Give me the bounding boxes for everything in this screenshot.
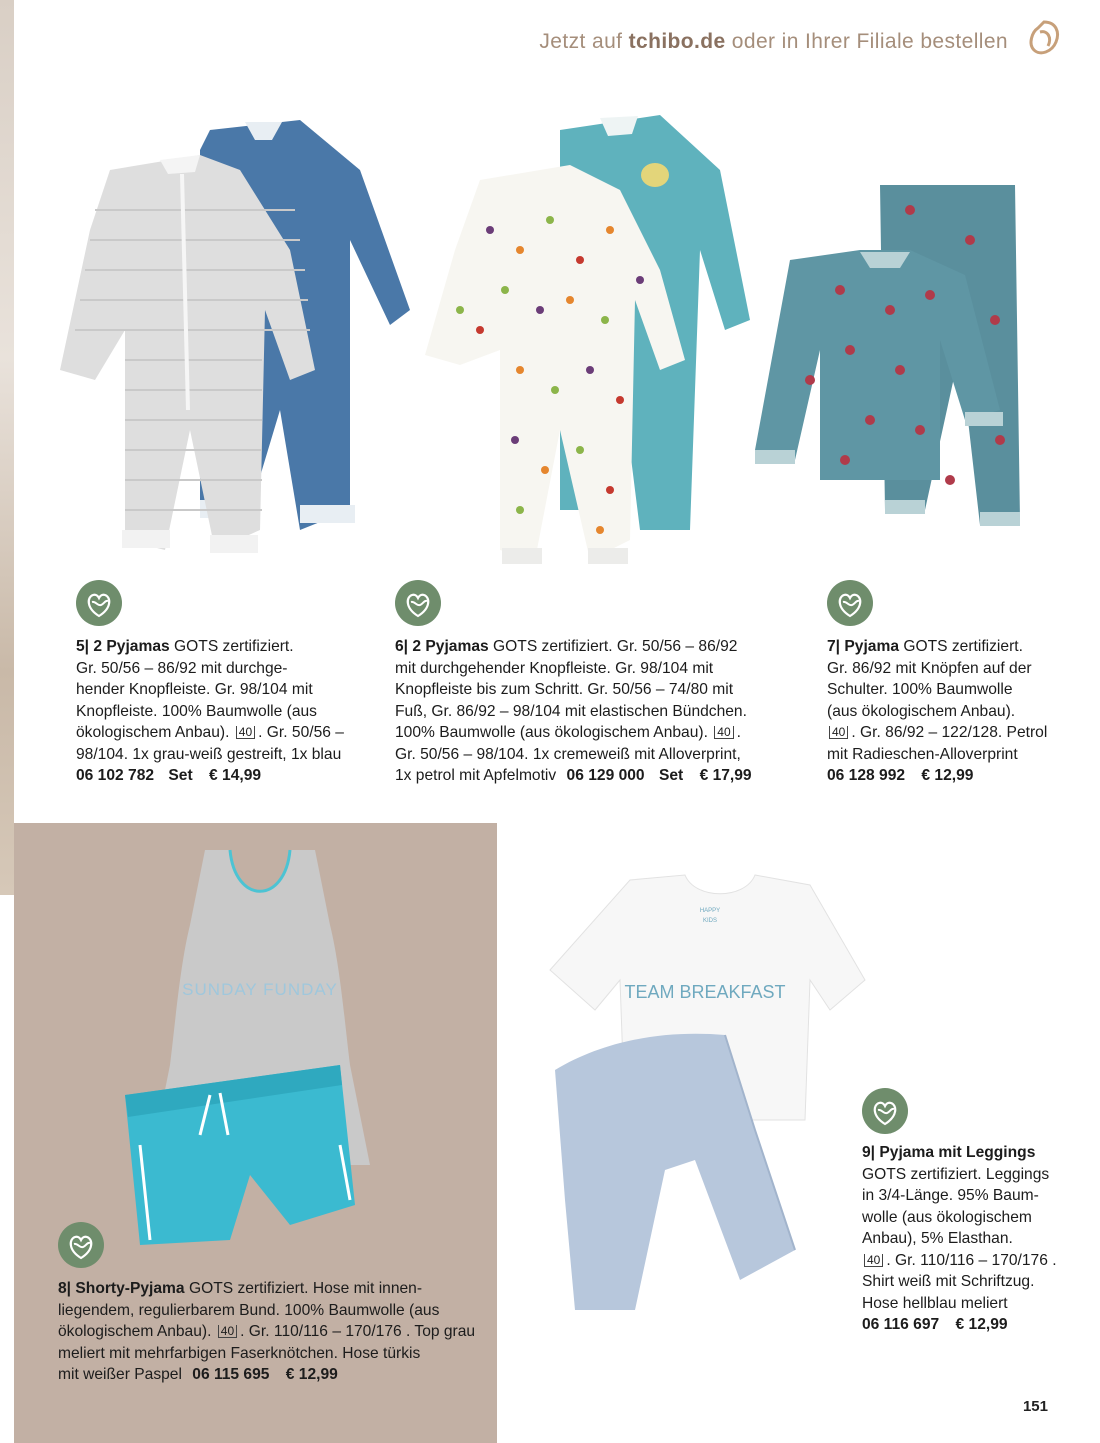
product-text: mit durchgehender Knopfleiste. Gr. 98/104 mit xyxy=(395,659,714,677)
page-number: 151 xyxy=(1022,1398,1048,1415)
price: € 12,99 xyxy=(955,1316,1008,1333)
article-number: 06 115 695 xyxy=(192,1366,270,1383)
product-9-photo-pyjama-leggings xyxy=(545,870,875,1320)
product-text: mit Radieschen-Alloverprint xyxy=(827,745,1018,763)
product-text: GOTS zertifiziert. Leggings xyxy=(862,1165,1050,1183)
product-text: in 3/4-Länge. 95% Baum- xyxy=(862,1187,1039,1204)
tshirt-print: TEAM BREAKFAST xyxy=(624,982,786,1002)
product-text: Shirt weiß mit Schriftzug. xyxy=(862,1273,1035,1290)
product-text: Gr. 50/56 – 98/104. 1x cremeweiß mit Alloverprint, xyxy=(395,745,741,763)
product-text: ökologischem Anbau). xyxy=(58,1323,212,1340)
article-number: 06 129 000 xyxy=(566,767,645,784)
product-text: Schulter. 100% Baumwolle xyxy=(827,681,1013,698)
product-text: . xyxy=(736,724,741,741)
product-title: Pyjama mit Leggings xyxy=(879,1144,1036,1161)
wash-40-icon: 40 xyxy=(236,726,255,739)
page-header xyxy=(539,30,1008,54)
product-text: Knopfleiste bis zum Schritt. Gr. 50/56 – 74/80 mit xyxy=(395,681,734,698)
product-text: GOTS zertifiziert. xyxy=(174,638,294,655)
product-text: . Gr. 50/56 – xyxy=(258,724,344,741)
product-5-photo-rompers xyxy=(50,110,420,570)
globe-heart-icon xyxy=(827,580,873,626)
wash-40-icon: 40 xyxy=(218,1325,237,1338)
product-number: 5| xyxy=(76,638,90,655)
product-number: 6| xyxy=(395,638,409,655)
product-text: . Gr. 110/116 – 170/176 . xyxy=(886,1251,1057,1269)
product-text: (aus ökologischem Anbau). xyxy=(827,702,1016,720)
price: € 12,99 xyxy=(285,1366,338,1383)
article-number: 06 116 697 xyxy=(862,1316,940,1333)
product-text: 1x petrol mit Apfelmotiv xyxy=(395,767,557,784)
product-title: 2 Pyjamas xyxy=(412,638,489,655)
product-text: Hose hellblau meliert xyxy=(862,1294,1008,1312)
product-title: 2 Pyjamas xyxy=(93,638,170,655)
globe-heart-icon xyxy=(395,580,441,626)
product-text: GOTS zertifiziert. xyxy=(903,638,1023,655)
product-number: 8| xyxy=(58,1280,72,1297)
product-text: Fuß, Gr. 86/92 – 98/104 mit elastischen Bündchen. xyxy=(395,702,747,720)
product-number: 7| xyxy=(827,638,841,655)
globe-heart-icon xyxy=(58,1222,104,1268)
globe-heart-icon xyxy=(862,1088,908,1134)
product-text: Anbau), 5% Elasthan. xyxy=(862,1230,1013,1247)
header-site-link[interactable]: tchibo.de xyxy=(628,30,726,53)
globe-heart-icon xyxy=(76,580,122,626)
article-number: 06 128 992 xyxy=(827,767,906,784)
set-label: Set xyxy=(168,767,193,784)
page-margin xyxy=(0,895,14,1443)
header-prefix: Jetzt auf xyxy=(539,30,629,53)
product-text: ökologischem Anbau). xyxy=(76,724,230,741)
product-text: Knopfleiste. 100% Baumwolle (aus xyxy=(76,702,317,720)
product-title: Pyjama xyxy=(844,638,900,655)
product-text: 100% Baumwolle (aus ökologischem Anbau). xyxy=(395,724,708,741)
product-text: Gr. 50/56 – 86/92 mit durchge- xyxy=(76,659,288,677)
tchibo-bean-logo-icon xyxy=(1026,18,1062,58)
product-text: meliert mit mehrfarbigen Faserknötchen. Hose türkis xyxy=(58,1344,421,1362)
tank-top-print: SUNDAY FUNDAY xyxy=(182,980,338,999)
adjacent-page-edge xyxy=(0,0,14,895)
product-number: 9| xyxy=(862,1144,876,1161)
set-label: Set xyxy=(658,767,684,784)
product-text: GOTS zertifiziert. Hose mit innen- xyxy=(188,1280,423,1297)
product-7-description xyxy=(827,636,1077,787)
product-text: Gr. 86/92 mit Knöpfen auf der xyxy=(827,659,1032,677)
header-suffix: oder in Ihrer Filiale bestellen xyxy=(725,30,1008,53)
wash-40-icon: 40 xyxy=(714,726,733,739)
product-6-photo-rompers xyxy=(420,110,750,570)
product-7-photo-pyjama xyxy=(750,180,1025,530)
price: € 17,99 xyxy=(699,767,752,784)
product-text: liegendem, regulierbarem Bund. 100% Baumwolle (aus xyxy=(58,1301,440,1319)
product-text: 98/104. 1x grau-weiß gestreift, 1x blau xyxy=(76,745,342,763)
price: € 12,99 xyxy=(921,767,974,784)
product-text: . Gr. 86/92 – 122/128. Petrol xyxy=(851,724,1048,741)
product-text: . Gr. 110/116 – 170/176 . Top grau xyxy=(240,1323,476,1340)
tshirt-print-small-2: KIDS xyxy=(702,918,718,924)
product-9-description xyxy=(862,1142,1077,1336)
product-text: mit weißer Paspel xyxy=(58,1366,182,1383)
product-text: hender Knopfleiste. Gr. 98/104 mit xyxy=(76,681,313,698)
product-title: Shorty-Pyjama xyxy=(75,1280,185,1297)
article-number: 06 102 782 xyxy=(76,767,155,784)
wash-40-icon: 40 xyxy=(864,1254,883,1267)
wash-40-icon: 40 xyxy=(829,726,848,739)
product-text: GOTS zertifiziert. Gr. 50/56 – 86/92 xyxy=(493,638,738,655)
product-8-description xyxy=(58,1278,478,1386)
price: € 14,99 xyxy=(209,767,262,784)
product-6-description xyxy=(395,636,755,787)
product-5-description xyxy=(76,636,376,787)
product-8-photo-shorty-pyjama xyxy=(110,845,410,1245)
tshirt-print-small-1: HAPPY xyxy=(699,908,721,914)
product-text: wolle (aus ökologischem xyxy=(862,1208,1032,1226)
